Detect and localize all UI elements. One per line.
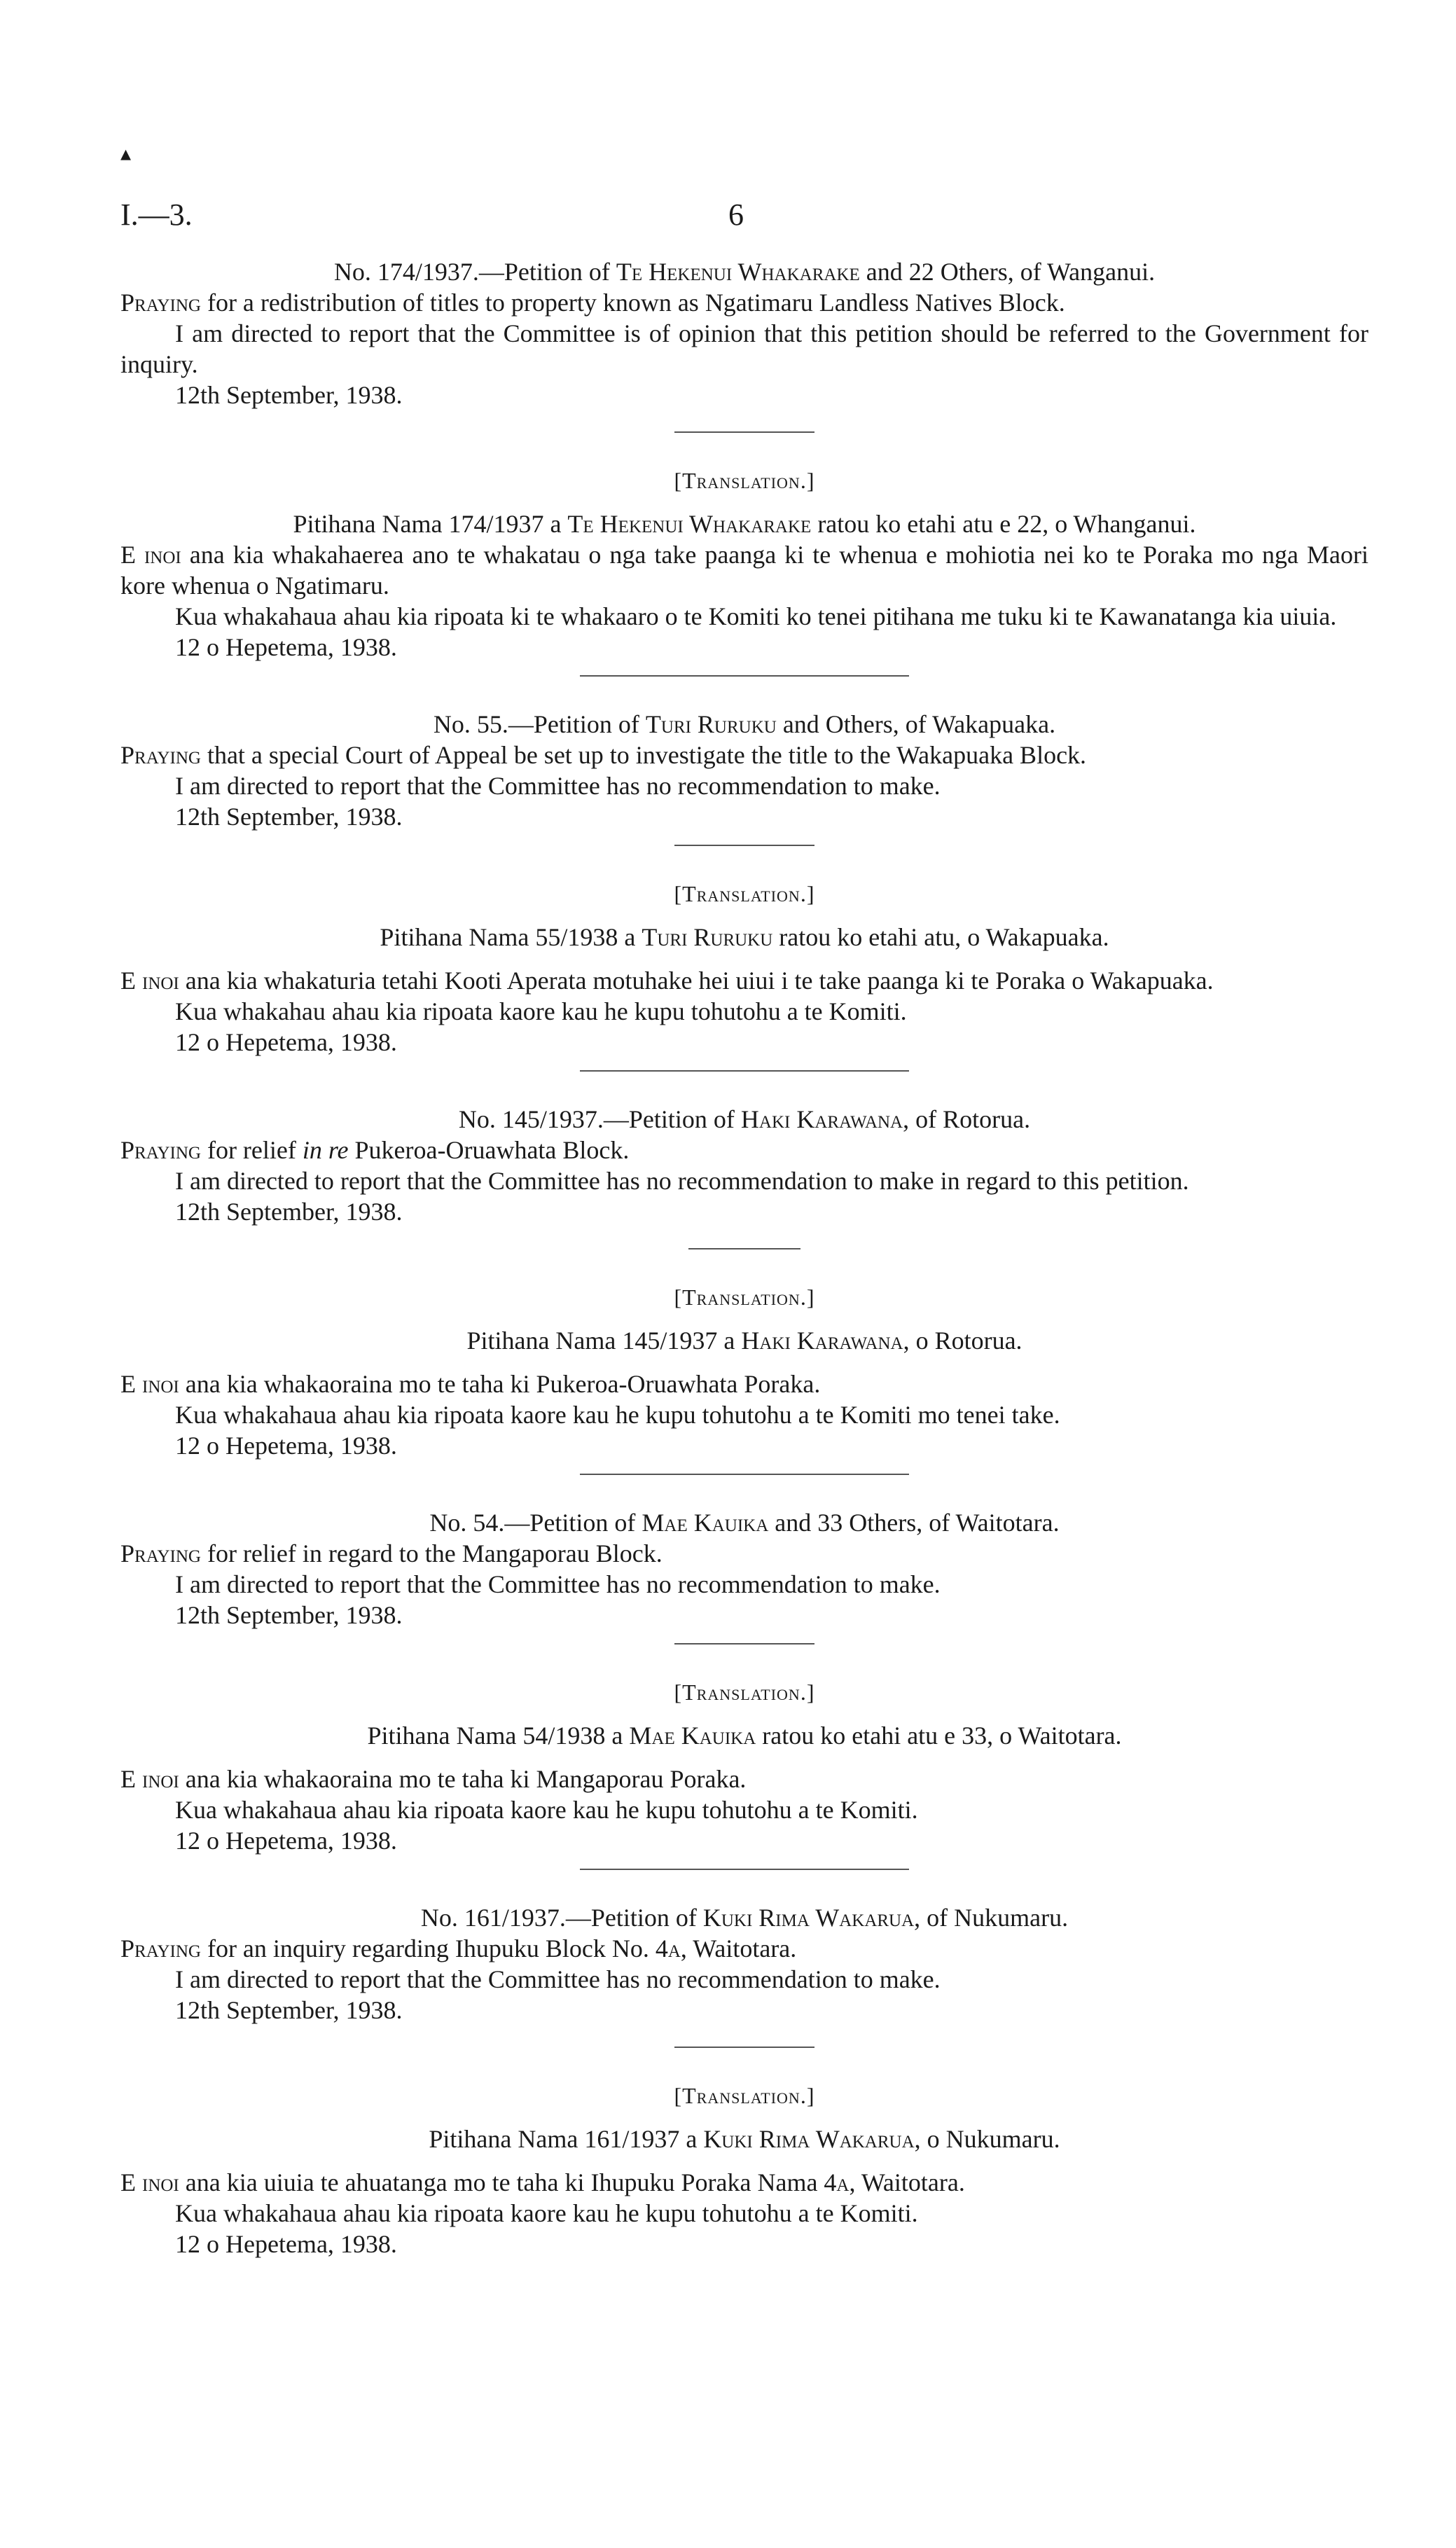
translation-prayer: E inoi ana kia uiuia te ahuatanga mo te taha ki Ihupuku Poraka Nama 4a, Waitotara. bbox=[120, 2168, 965, 2196]
petition-date: 12th September, 1938. bbox=[175, 1601, 403, 1629]
translation-report: Kua whakahaua ahau kia ripoata ki te whakaaro o te Komiti ko tenei pitihana me tuku ki te Kawanatanga kia uiuia. bbox=[175, 602, 1337, 630]
translation-report: Kua whakahaua ahau kia ripoata kaore kau he kupu tohutohu a te Komiti. bbox=[175, 2199, 918, 2227]
petition-55 bbox=[120, 709, 1368, 1104]
translation-title: Pitihana Nama 54/1938 a Mae Kauika ratou ko etahi atu e 33, o Waitotara. bbox=[367, 1722, 1122, 1750]
petition-date: 12th September, 1938. bbox=[175, 381, 403, 409]
petition-report: I am directed to report that the Committee has no recommendation to make. bbox=[175, 1965, 941, 1993]
translation-label: [Translation.] bbox=[674, 1285, 815, 1310]
translation-label: [Translation.] bbox=[674, 881, 815, 906]
translation-date: 12 o Hepetema, 1938. bbox=[175, 1028, 397, 1056]
petition-145-1937 bbox=[120, 1104, 1368, 1507]
translation-prayer: E inoi ana kia whakaturia tetahi Kooti Aperata motuhake hei uiui i te take paanga ki te Poraka o Wakapuaka. bbox=[120, 967, 1214, 995]
petition-title: No. 54.—Petition of Mae Kauika and 33 Others, of Waitotara. bbox=[429, 1509, 1060, 1537]
translation-prayer: E inoi ana kia whakaoraina mo te taha ki Pukeroa-Oruawhata Poraka. bbox=[120, 1370, 821, 1398]
petition-title: No. 145/1937.—Petition of Haki Karawana, of Rotorua. bbox=[458, 1105, 1031, 1133]
petition-prayer: Praying that a special Court of Appeal be set up to investigate the title to the Wakapuaka Block. bbox=[120, 741, 1087, 769]
paper-reference: I.—3. bbox=[120, 198, 193, 232]
petition-title: No. 55.—Petition of Turi Ruruku and Others, of Wakapuaka. bbox=[433, 710, 1056, 738]
translation-title: Pitihana Nama 55/1938 a Turi Ruruku ratou ko etahi atu, o Wakapuaka. bbox=[380, 923, 1109, 951]
translation-report: Kua whakahaua ahau kia ripoata kaore kau he kupu tohutohu a te Komiti. bbox=[175, 1796, 918, 1824]
petition-date: 12th September, 1938. bbox=[175, 1198, 403, 1226]
translation-date: 12 o Hepetema, 1938. bbox=[175, 2230, 397, 2258]
petition-report: I am directed to report that the Committee has no recommendation to make in regard to this petition. bbox=[175, 1167, 1189, 1195]
translation-prayer: E inoi ana kia whakahaerea ano te whakatau o nga take paanga ki te whenua e mohiotia nei ko te Poraka mo nga Maori kore whenua o Ngatimaru. bbox=[120, 541, 1368, 600]
petition-report: I am directed to report that the Committee is of opinion that this petition should be referred to the Government for inquiry. bbox=[120, 319, 1368, 378]
petition-prayer: Praying for an inquiry regarding Ihupuku Block No. 4a, Waitotara. bbox=[120, 1934, 797, 1962]
petition-title: No. 174/1937.—Petition of Te Hekenui Whakarake and 22 Others, of Wanganui. bbox=[333, 258, 1156, 286]
translation-report: Kua whakahaua ahau kia ripoata kaore kau he kupu tohutohu a te Komiti mo tenei take. bbox=[175, 1401, 1060, 1429]
corner-mark: ▴ bbox=[120, 142, 132, 165]
petition-54 bbox=[120, 1507, 1368, 1902]
translation-date: 12 o Hepetema, 1938. bbox=[175, 633, 397, 661]
translation-label: [Translation.] bbox=[674, 2083, 815, 2108]
translation-label: [Translation.] bbox=[674, 468, 815, 493]
petition-date: 12th September, 1938. bbox=[175, 1996, 403, 2024]
translation-title: Pitihana Nama 174/1937 a Te Hekenui Whakarake ratou ko etahi atu e 22, o Whanganui. bbox=[293, 510, 1196, 538]
page-number: 6 bbox=[728, 198, 744, 232]
petition-174-1937 bbox=[120, 256, 1368, 709]
petition-prayer: Praying for a redistribution of titles to property known as Ngatimaru Landless Natives Block. bbox=[120, 289, 1065, 317]
translation-title: Pitihana Nama 161/1937 a Kuki Rima Wakarua, o Nukumaru. bbox=[429, 2125, 1060, 2153]
translation-label: [Translation.] bbox=[674, 1680, 815, 1705]
petition-title: No. 161/1937.—Petition of Kuki Rima Wakarua, of Nukumaru. bbox=[420, 1904, 1069, 1932]
petition-161-1937 bbox=[120, 1902, 1368, 2259]
petition-date: 12th September, 1938. bbox=[175, 803, 403, 831]
translation-date: 12 o Hepetema, 1938. bbox=[175, 1432, 397, 1460]
translation-date: 12 o Hepetema, 1938. bbox=[175, 1827, 397, 1855]
translation-report: Kua whakahau ahau kia ripoata kaore kau he kupu tohutohu a te Komiti. bbox=[175, 997, 907, 1025]
translation-prayer: E inoi ana kia whakaoraina mo te taha ki Mangaporau Poraka. bbox=[120, 1765, 747, 1793]
petition-prayer: Praying for relief in regard to the Mangaporau Block. bbox=[120, 1539, 663, 1567]
translation-title: Pitihana Nama 145/1937 a Haki Karawana, o Rotorua. bbox=[466, 1327, 1022, 1355]
petitions-content bbox=[120, 256, 1368, 2259]
petition-report: I am directed to report that the Committee has no recommendation to make. bbox=[175, 772, 941, 800]
petition-prayer: Praying for relief in re Pukeroa-Oruawhata Block. bbox=[120, 1136, 630, 1164]
petition-report: I am directed to report that the Committee has no recommendation to make. bbox=[175, 1570, 941, 1598]
